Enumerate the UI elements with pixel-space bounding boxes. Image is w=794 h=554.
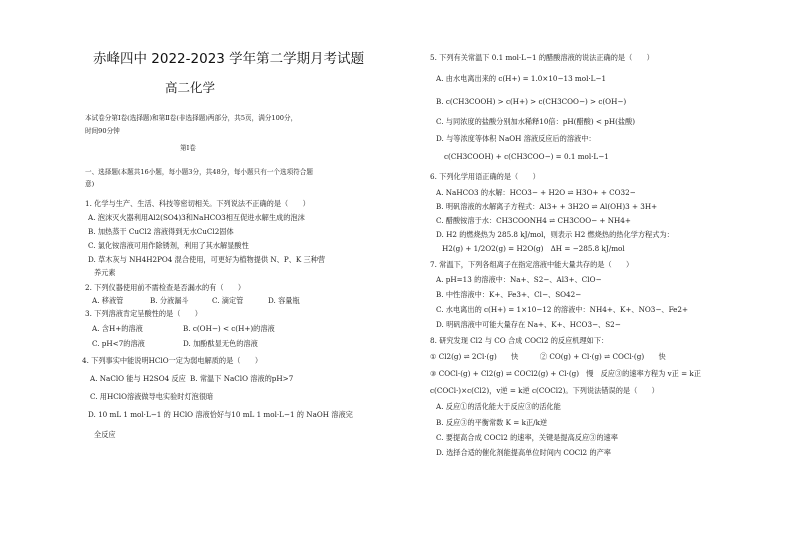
intro-line-2: 时间90分钟: [85, 127, 120, 135]
question-2-option-c: C. 滴定管: [212, 296, 244, 305]
section-label: 第Ⅰ卷: [180, 144, 196, 152]
question-6-stem: 6. 下列化学用语正确的是（ ）: [430, 172, 540, 181]
question-6-option-b: B. 明矾溶液的水解离子方程式：Al3+ + 3H2O ⇌ Al(OH)3 + 3H+: [436, 202, 658, 211]
question-4-stem: 4. 下列事实中能说明HClO一定为弱电解质的是（ ）: [82, 356, 263, 365]
question-5-option-d-cont: c(CH3COOH) + c(CH3COO−) = 0.1 mol·L−1: [444, 152, 609, 161]
part1-heading-line-2: 意): [85, 180, 95, 188]
question-5-option-d: D. 与等浓度等体积 NaOH 溶液反应后的溶液中：: [436, 134, 596, 143]
question-2-stem: 2. 下列仪器使用前不需检查是否漏水的有（ ）: [85, 283, 246, 292]
question-4-option-d-cont: 全反应: [94, 430, 116, 439]
question-8-option-b: B. 反应③的平衡常数 K = k正/k逆: [436, 418, 548, 427]
question-4-option-c: C. 用HClO溶液做导电实验时灯泡很暗: [90, 392, 214, 401]
question-3-stem: 3. 下列溶液肯定呈酸性的是（ ）: [85, 309, 202, 318]
question-2-option-a: A. 移液管: [92, 296, 124, 305]
question-7-stem: 7. 常温下，下列各组离子在指定溶液中能大量共存的是（ ）: [430, 260, 634, 269]
question-6-option-d: D. H2 的燃烧热为 285.8 kJ/mol，则表示 H2 燃烧热的热化学方程式为：: [436, 230, 674, 239]
question-6-option-a: A. NaHCO3 的水解：HCO3− + H2O ⇌ H3O+ + CO32−: [436, 188, 636, 197]
question-5-option-a: A. 由水电离出来的 c(H+) = 1.0×10−13 mol·L−1: [436, 74, 607, 83]
question-7-option-b: B. 中性溶液中：K+、Fe3+、Cl−、SO42−: [436, 290, 582, 299]
question-3-option-b: B. c(OH−) < c(H+)的溶液: [183, 324, 275, 333]
question-6-option-d-cont: H2(g) + 1/2O2(g) = H2O(g) ΔH = −285.8 kJ/mol: [442, 244, 625, 253]
question-8-mechanism-step-1: ① Cl2(g) ⇌ 2Cl·(g) 快 ② CO(g) + Cl·(g) ⇌ COCl·(g) 快: [430, 352, 666, 361]
question-2-option-b: B. 分液漏斗: [150, 296, 189, 305]
question-8-mechanism-step-3: ③ COCl·(g) + Cl2(g) ⇌ COCl2(g) + Cl·(g) 慢 反应③的速率方程为 v正 = k正: [430, 369, 701, 378]
question-4-option-a: A. NaClO 能与 H2SO4 反应: [90, 374, 186, 383]
exam-subtitle: 高二化学: [165, 80, 216, 95]
question-7-option-a: A. pH=13 的溶液中：Na+、S2−、Al3+、ClO−: [436, 275, 602, 284]
question-5-option-b: B. c(CH3COOH) > c(H+) > c(CH3COO−) > c(OH−): [436, 97, 627, 106]
question-1-option-d-cont: 养元素: [94, 268, 116, 277]
question-1-option-a: A. 泡沫灭火器利用Al2(SO4)3和NaHCO3相互促进水解生成的泡沫: [88, 213, 305, 222]
question-3-option-c: C. pH<7的溶液: [92, 339, 145, 348]
question-7-option-c: C. 水电离出的 c(H+) = 1×10−12 的溶液中：NH4+、K+、NO3−、Fe2+: [436, 305, 689, 314]
question-6-option-c: C. 醋酸铵溶于水：CH3COONH4 ⇌ CH3COO− + NH4+: [436, 216, 631, 225]
question-8-option-a: A. 反应①的活化能大于反应③的活化能: [436, 402, 561, 411]
exam-title: 赤峰四中 2022-2023 学年第二学期月考试题: [93, 51, 365, 67]
question-1-option-c: C. 氯化铵溶液可用作除锈剂，利用了其水解显酸性: [88, 241, 249, 250]
question-5-option-c: C. 与同浓度的盐酸分别加水稀释10倍：pH(醋酸) < pH(盐酸): [436, 117, 636, 126]
question-1-option-d: D. 草木灰与 NH4H2PO4 混合使用，可更好为植物提供 N、P、K 三种营: [88, 255, 326, 264]
question-3-option-a: A. 含H+的溶液: [92, 324, 143, 333]
question-7-option-d: D. 明矾溶液中可能大量存在 Na+、K+、HCO3−、S2−: [436, 320, 621, 329]
question-1-option-b: B. 加热蒸干 CuCl2 溶液得到无水CuCl2固体: [88, 227, 234, 236]
question-3-option-d: D. 加酚酞显无色的溶液: [183, 339, 258, 348]
intro-line-1: 本试卷分第Ⅰ卷(选择题)和第Ⅱ卷(非选择题)两部分，共5页，满分100分，: [85, 114, 298, 122]
question-5-stem: 5. 下列有关常温下 0.1 mol·L−1 的醋酸溶液的说法正确的是（ ）: [430, 53, 654, 62]
question-8-stem: 8. 研究发现 Cl2 与 CO 合成 COCl2 的反应机理如下：: [430, 336, 609, 345]
part1-heading-line-1: 一、选择题(本题共16小题，每小题3分，共48分，每小题只有一个选项符合题: [85, 168, 313, 176]
question-2-option-d: D. 容量瓶: [268, 296, 300, 305]
question-4-option-d: D. 10 mL 1 mol·L−1 的 HClO 溶液恰好与10 mL 1 mol·L−1 的 NaOH 溶液完: [88, 410, 353, 419]
question-8-option-c: C. 要提高合成 COCl2 的速率，关键是提高反应③的速率: [436, 433, 618, 442]
question-1-stem: 1. 化学与生产、生活、科技等密切相关。下列说法不正确的是（ ）: [85, 199, 310, 208]
question-8-rate-equation: c(COCl·)×c(Cl2)，v逆 = k逆 c(COCl2)。下列说法错误的是（ ）: [430, 386, 659, 395]
question-8-option-d: D. 选择合适的催化剂能提高单位时间内 COCl2 的产率: [436, 448, 611, 457]
question-4-option-b: B. 常温下 NaClO 溶液的pH>7: [190, 374, 294, 383]
